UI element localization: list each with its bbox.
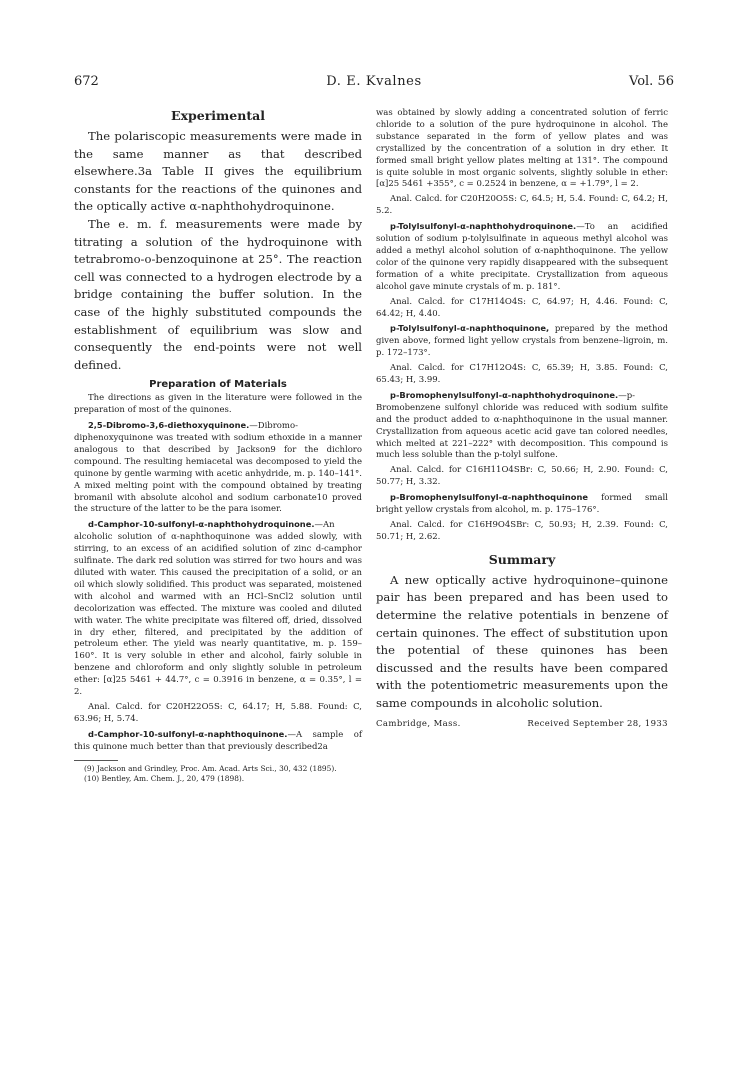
compound-name: d-Camphor-10-sulfonyl-α-naphthohydroquinone. xyxy=(88,519,315,530)
footnote-9: (9) Jackson and Grindley, Proc. Am. Acad. Arts Sci., 30, 432 (1895). xyxy=(84,763,337,773)
paragraph-text: —Dibromo-diphenoxyquinone was treated with sodium ethoxide in a manner analogous to that described by Jackson9 for the dichloro compound. The resulting hemiacetal was decomposed to yield the quinone by gentle warming with acetic anhydride, m. p. 140–141°. A mixed melting point with the compound obtained by treating bromanil with absolute alcohol and sodium carbonate10 proved the structure of the latter to be the para isomer. xyxy=(74,421,362,515)
paragraph-text: —A sample of this quinone much better than that previously described2a xyxy=(74,729,362,752)
page-number: 672 xyxy=(74,74,99,89)
camphor-hydroquinone-analysis: Anal. Calcd. for C20H22O5S: C, 64.17; H, 5.88. Found: C, 63.96; H, 5.74. xyxy=(74,701,362,724)
compound-name: p-Tolylsulfonyl-α-naphthoquinone, xyxy=(390,323,550,334)
paragraph-text: —An alcoholic solution of α-naphthoquinone was added slowly, with stirring, to an excess of an acidified solution of zinc d-camphor sulfinate. The dark red solution was stirred for two hours and was diluted with water. This caused the precipitation of a solid, or an oil which slowly solidified. This product was separated, moistened with alcohol and warmed with an HCl–SnCl2 solution until decolorization was effected. The mixture was cooled and diluted with water. The white precipitate was filtered off, dried, dissolved in dry ether, filtered, and precipitated by the addition of petroleum ether. The yield was nearly quantitative, m. p. 159–160°. It is very soluble in ether and alcohol, fairly soluble in benzene and chloroform and only slightly soluble in petroleum ether: [α]25 5461 + 44.7°, c = 0.3916 in benzene, α = 0.35°, l = 2. xyxy=(74,520,362,698)
footnote-rule xyxy=(74,760,118,761)
experimental-paragraph-1: The polariscopic measurements were made in the same manner as that described elsewhere.3a Table II gives the equilibrium constants for the reactions of the quinones and the optically active α-naphthohydroquinone. xyxy=(74,129,362,214)
experimental-paragraph-2: The e. m. f. measurements were made by titrating a solution of the hydroquinone with tetrabromo-o-benzoquinone at 25°. The reaction cell was connected to a hydrogen electrode by a bridge containing the buffer solution. In the case of the highly substituted compounds the establishment of equilibrium was slow and consequently the end-points were not well defined. xyxy=(74,216,362,372)
bromo-hydroquinone-paragraph xyxy=(376,390,668,462)
running-header xyxy=(74,74,674,92)
dibromo-paragraph xyxy=(74,420,362,516)
preparation-intro: The directions as given in the literature were followed in the preparation of most of the quinones. xyxy=(74,393,362,416)
paragraph-text: formed small bright yellow crystals from alcohol, m. p. 175–176°. xyxy=(376,493,668,516)
left-column xyxy=(74,108,362,784)
volume-label: Vol. 56 xyxy=(629,74,674,89)
bromo-hydroquinone-analysis: Anal. Calcd. for C16H11O4SBr: C, 50.66; H, 2.90. Found: C, 50.77; H, 3.32. xyxy=(376,465,668,488)
compound-name: p-Tolylsulfonyl-α-naphthohydroquinone. xyxy=(390,221,577,232)
preparation-heading: Preparation of Materials xyxy=(149,379,287,391)
paragraph-text: —p-Bromobenzene sulfonyl chloride was reduced with sodium sulfite and the product added to α-naphthoquinone in the usual manner. Crystallization from aqueous acetic acid gave tan colored needles, which melted at 221–222° with decomposition. This compound is much less soluble than the p-tolyl sulfone. xyxy=(376,390,668,461)
received-date: Received September 28, 1933 xyxy=(527,718,668,729)
continued-paragraph: was obtained by slowly adding a concentrated solution of ferric chloride to a solution of the pure hydroquinone in alcohol. The substance separated in the form of yellow plates and was crystallized by the concentration of a solution in dry ether. It formed small bright yellow plates melting at 131°. The compound is quite soluble in most organic solvents, slightly soluble in ether: [α]25 5461 +355°, c = 0.2524 in benzene, α = +1.79°, l = 2. xyxy=(376,108,668,190)
footnote-10: (10) Bentley, Am. Chem. J., 20, 479 (1898). xyxy=(84,773,245,783)
experimental-heading: Experimental xyxy=(171,108,265,123)
compound-name: d-Camphor-10-sulfonyl-α-naphthoquinone. xyxy=(88,728,288,739)
camphor-quinone-paragraph xyxy=(74,729,362,754)
compound-name: 2,5-Dibromo-3,6-diethoxyquinone. xyxy=(88,420,250,431)
tolyl-quinone-paragraph xyxy=(376,323,668,360)
compound-name: p-Bromophenylsulfonyl-α-naphthoquinone xyxy=(390,492,588,503)
tolyl-hydroquinone-analysis: Anal. Calcd. for C17H14O4S: C, 64.97; H, 4.46. Found: C, 64.42; H, 4.40. xyxy=(376,296,668,319)
tolyl-hydroquinone-paragraph xyxy=(376,221,668,293)
signature-line xyxy=(376,719,668,729)
bromo-quinone-analysis: Anal. Calcd. for C16H9O4SBr: C, 50.93; H, 2.39. Found: C, 50.71; H, 2.62. xyxy=(376,520,668,542)
right-column xyxy=(376,108,668,729)
paragraph-text: prepared by the method given above, formed light yellow crystals from benzene–ligroin, m. p. 172–173°. xyxy=(376,324,668,359)
summary-heading: Summary xyxy=(488,551,556,567)
tolyl-quinone-analysis: Anal. Calcd. for C17H12O4S: C, 65.39; H, 3.85. Found: C, 65.43; H, 3.99. xyxy=(376,363,668,386)
bromo-quinone-paragraph xyxy=(376,492,668,517)
camphor-quinone-analysis: Anal. Calcd. for C20H20O5S: C, 64.5; H, 5.4. Found: C, 64.2; H, 5.2. xyxy=(376,194,668,217)
camphor-hydroquinone-paragraph xyxy=(74,519,362,699)
author-running-head: D. E. Kvalnes xyxy=(326,74,422,89)
place-label: Cambridge, Mass. xyxy=(376,718,461,729)
paragraph-text: —To an acidified solution of sodium p-tolylsulfinate in aqueous methyl alcohol was added a methyl alcohol solution of α-naphthoquinone. The yellow color of the quinone very rapidly disappeared with the subsequent formation of a white precipitate. Crystallization from aqueous alcohol gave minute crystals of m. p. 181°. xyxy=(376,222,668,292)
compound-name: p-Bromophenylsulfonyl-α-naphthohydroquinone. xyxy=(390,389,619,400)
summary-paragraph: A new optically active hydroquinone–quinone pair has been prepared and has been used to determine the relative potentials in benzene of certain quinones. The effect of substitution upon the potential of these quinones has been discussed and the results have been compared with the potentiometric measurements upon the same compounds in alcoholic solution. xyxy=(376,572,668,710)
